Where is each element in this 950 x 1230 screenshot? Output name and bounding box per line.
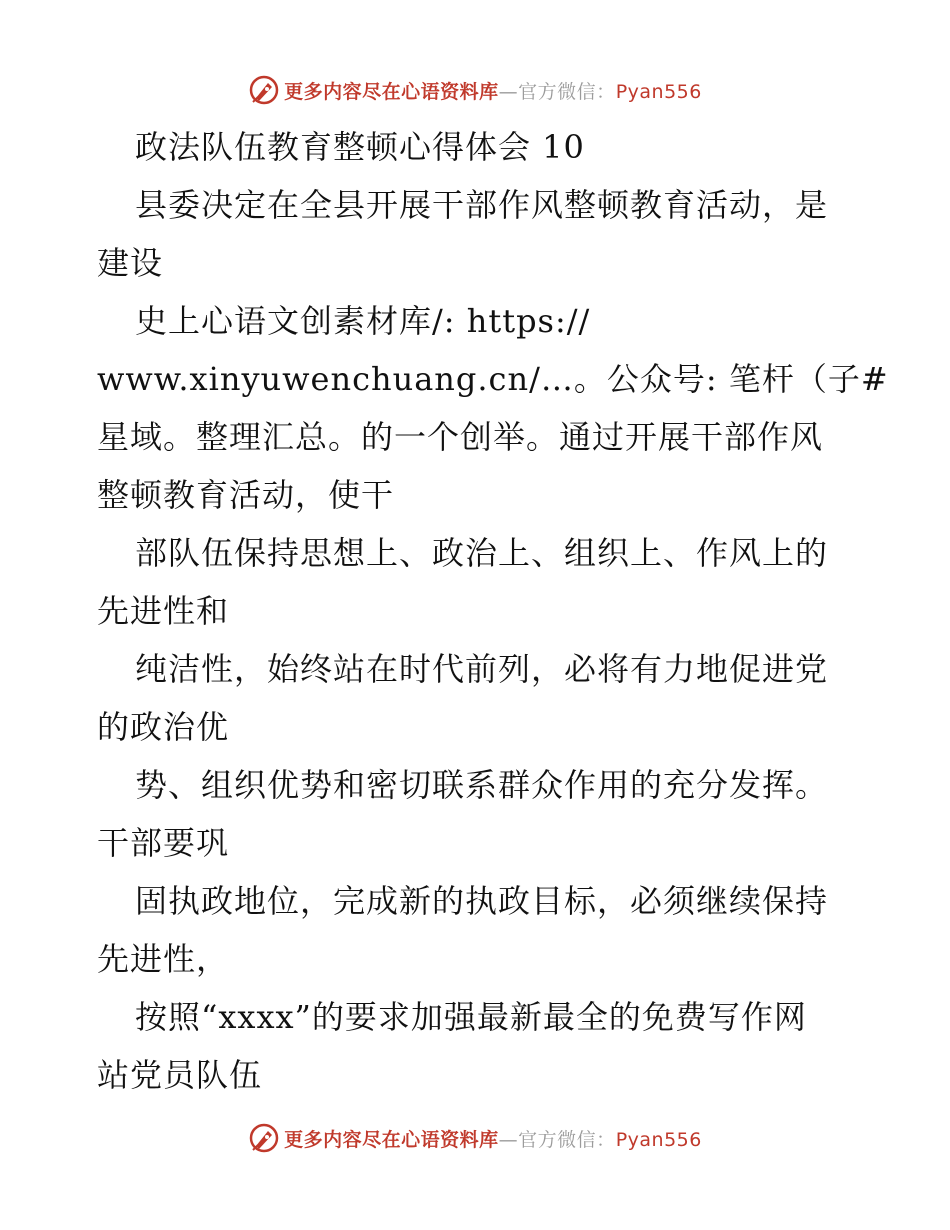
- document-line: 站党员队伍: [97, 1056, 263, 1094]
- document-line: 政法队伍教育整顿心得体会 10: [135, 128, 585, 166]
- document-line: 势、组织优势和密切联系群众作用的充分发挥。: [135, 766, 829, 804]
- footer-banner-main: 更多内容尽在心语资料库: [284, 1128, 499, 1151]
- document-line: 纯洁性，始终站在时代前列，必将有力地促进党: [135, 650, 829, 688]
- document-line: 的政治优: [97, 708, 230, 746]
- footer-banner-sub: 官方微信：: [518, 1128, 616, 1151]
- document-line: 建设: [97, 244, 164, 282]
- document-body: [97, 118, 889, 1104]
- document-line: 先进性和: [97, 592, 230, 630]
- document-line: 部队伍保持思想上、政治上、组织上、作风上的: [135, 534, 829, 572]
- document-line: 星域。整理汇总。的一个创举。通过开展干部作风: [97, 418, 824, 456]
- document-line: 史上心语文创素材库/: https://: [135, 302, 591, 340]
- header-banner-dash: —: [498, 80, 519, 103]
- document-line: 县委决定在全县开展干部作风整顿教育活动，是: [135, 186, 829, 224]
- header-banner-sub: 官方微信：: [518, 80, 616, 103]
- header-banner-text: [284, 77, 702, 104]
- footer-banner-text: [284, 1125, 702, 1152]
- footer-banner-wechat-id: Pyan556: [615, 1128, 702, 1151]
- document-line: 按照“xxxx”的要求加强最新最全的免费写作网: [135, 998, 807, 1036]
- document-line: 整顿教育活动，使干: [97, 476, 395, 514]
- footer-banner-dash: —: [498, 1128, 519, 1151]
- document-line: 干部要巩: [97, 824, 230, 862]
- footer-banner: [0, 1118, 950, 1158]
- pen-nib-logo-icon: [248, 74, 280, 106]
- document-line: 固执政地位，完成新的执政目标，必须继续保持: [135, 882, 829, 920]
- header-banner-wechat-id: Pyan556: [615, 80, 702, 103]
- document-line: www.xinyuwenchuang.cn/…。公众号: 笔杆（子#: [97, 360, 889, 398]
- pen-nib-logo-icon: [248, 1122, 280, 1154]
- header-banner: [0, 70, 950, 110]
- document-line: 先进性，: [97, 940, 230, 978]
- header-banner-main: 更多内容尽在心语资料库: [284, 80, 499, 103]
